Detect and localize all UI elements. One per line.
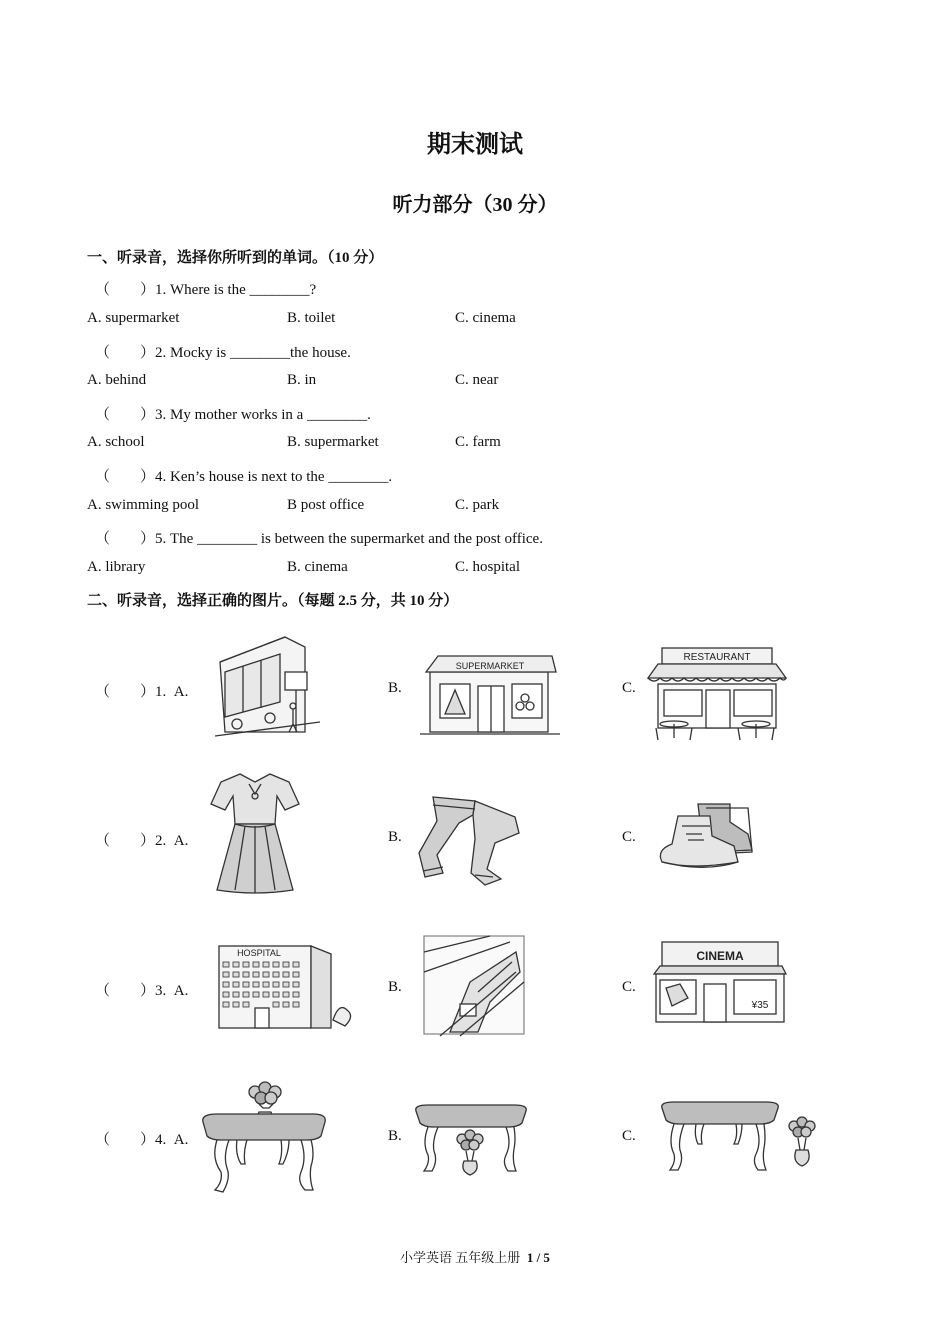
option-b-label: B. [388,979,402,995]
option-b-label: B. [388,680,402,696]
cinema-sign: CINEMA [696,949,744,963]
option-c-label: C. [622,979,636,995]
picture-question-prefix: （ ）3. A. [95,983,189,999]
restaurant-picture [644,644,789,742]
option-c: C. cinema [455,310,516,326]
hospital-picture [215,940,355,1032]
option-c: C. near [455,372,499,388]
option-b: B post office [287,497,365,513]
option-b: B. toilet [287,310,336,326]
option-b: B. in [287,372,317,388]
option-b-label: B. [388,829,402,845]
cinema-picture [650,938,788,1026]
option-c-label: C. [622,1128,636,1144]
cinema-price: ¥35 [751,1000,769,1011]
page-subtitle: 听力部分（30 分） [392,194,558,216]
picture-question-prefix: （ ）4. A. [95,1132,189,1148]
footer-text: 小学英语 五年级上册 [400,1250,521,1265]
option-b: B. supermarket [287,434,379,450]
option-b-label: B. [388,1128,402,1144]
dress-picture [205,768,305,896]
option-c-label: C. [622,680,636,696]
trousers-picture [415,793,525,887]
flowers-under-table-picture [412,1103,530,1179]
page-footer [0,1247,950,1266]
question-stem: （ ）1. Where is the ________? [95,282,317,298]
supermarket-picture [420,650,560,738]
bus-stop-picture [215,632,320,740]
option-b: B. cinema [287,559,348,575]
option-c-label: C. [622,829,636,845]
section1-heading: 一、听录音，选择你所听到的单词。（10 分） [87,250,384,266]
question-stem: （ ）5. The ________ is between the supermarket and the post office. [95,531,543,547]
option-a: A. school [87,434,145,450]
option-a: A. swimming pool [87,497,200,513]
picture-question-prefix: （ ）1. A. [95,684,189,700]
option-a: A. behind [87,372,147,388]
question-stem: （ ）2. Mocky is ________the house. [95,345,351,361]
question-stem: （ ）3. My mother works in a ________. [95,407,371,423]
option-a: A. library [87,559,146,575]
supermarket-sign: SUPERMARKET [455,661,525,671]
page-title: 期末测试 [427,132,523,158]
section2-heading: 二、听录音，选择正确的图片。（每题 2.5 分，共 10 分） [87,593,459,609]
flower-icon [789,1117,815,1166]
flowers-beside-table-picture [656,1098,832,1176]
option-c: C. hospital [455,559,521,575]
option-c: C. farm [455,434,501,450]
question-stem: （ ）4. Ken’s house is next to the ________. [95,469,393,485]
train-picture [420,932,528,1038]
option-a: A. supermarket [87,310,180,326]
option-c: C. park [455,497,500,513]
restaurant-sign: RESTAURANT [683,652,751,663]
flowers-on-table-picture [197,1078,331,1198]
hospital-sign: HOSPITAL [237,948,281,958]
flower-icon [457,1130,483,1175]
shoes-picture [652,800,758,874]
picture-question-prefix: （ ）2. A. [95,833,189,849]
page-number: 1 / 5 [526,1250,550,1265]
